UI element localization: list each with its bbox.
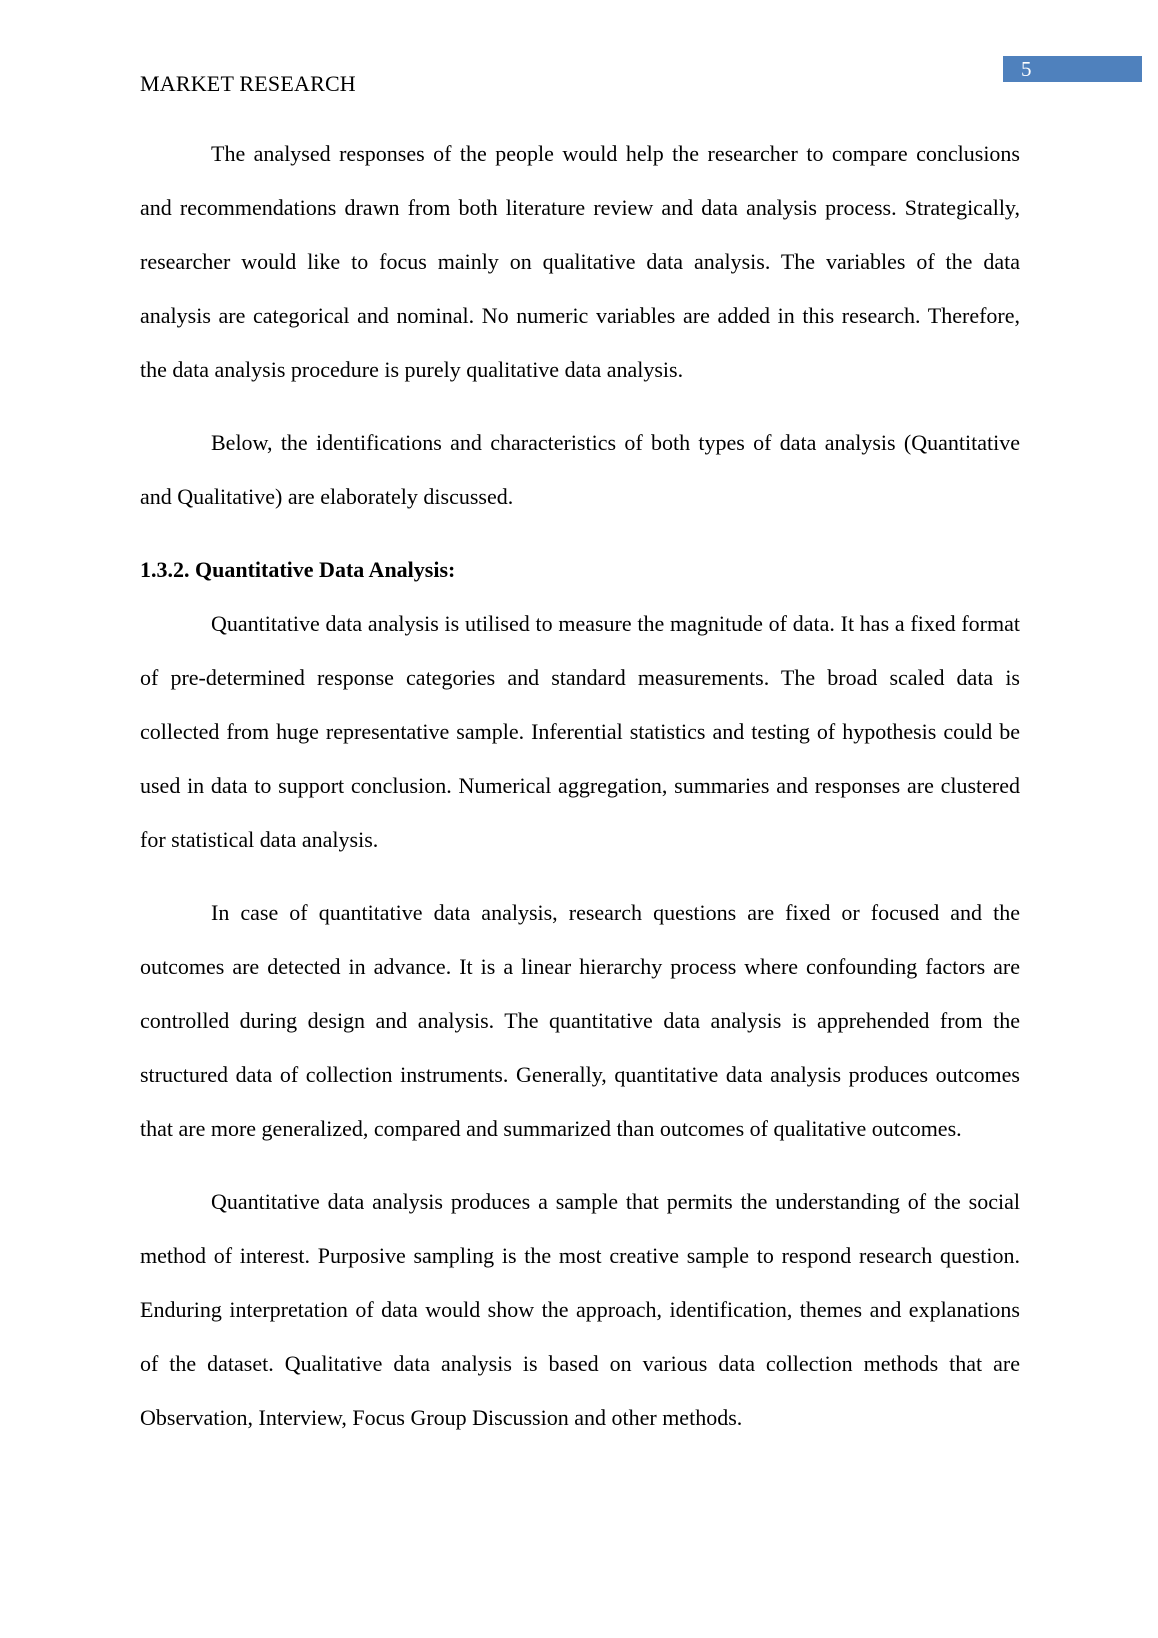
running-head: MARKET RESEARCH xyxy=(140,71,356,96)
paragraph-intro: The analysed responses of the people would help the researcher to compare conclusions and recommendations drawn from both literature review and data analysis process. Strategically, researcher would like to focus mainly on qualitative data analysis. The variables of the data analysis are categorical and nominal. No numeric variables are added in this research. Therefore, the data analysis procedure is purely qualitative data analysis. xyxy=(140,141,1020,382)
section-heading: 1.3.2. Quantitative Data Analysis: xyxy=(140,557,456,582)
page-number: 5 xyxy=(1003,56,1142,82)
paragraph-quantitative-process: In case of quantitative data analysis, research questions are fixed or focused and the outcomes are detected in advance. It is a linear hierarchy process where confounding factors are controlled during design and analysis. The quantitative data analysis is apprehended from the structured data of collection instruments. Generally, quantitative data analysis produces outcomes that are more generalized, compared and summarized than outcomes of qualitative outcomes. xyxy=(140,900,1020,1141)
paragraph-quantitative-definition: Quantitative data analysis is utilised to measure the magnitude of data. It has a fixed format of pre-determined response categories and standard measurements. The broad scaled data is collected from huge representative sample. Inferential statistics and testing of hypothesis could be used in data to support conclusion. Numerical aggregation, summaries and responses are clustered for statistical data analysis. xyxy=(140,611,1020,852)
paragraph-types-overview: Below, the identifications and characteristics of both types of data analysis (Quantitative and Qualitative) are elaborately discussed. xyxy=(140,430,1020,509)
paragraph-sampling: Quantitative data analysis produces a sample that permits the understanding of the social method of interest. Purposive sampling is the most creative sample to respond research question. Enduring interpretation of data would show the approach, identification, themes and explanations of the dataset. Qualitative data analysis is based on various data collection methods that are Observation, Interview, Focus Group Discussion and other methods. xyxy=(140,1189,1020,1430)
document-body xyxy=(140,127,1020,1464)
